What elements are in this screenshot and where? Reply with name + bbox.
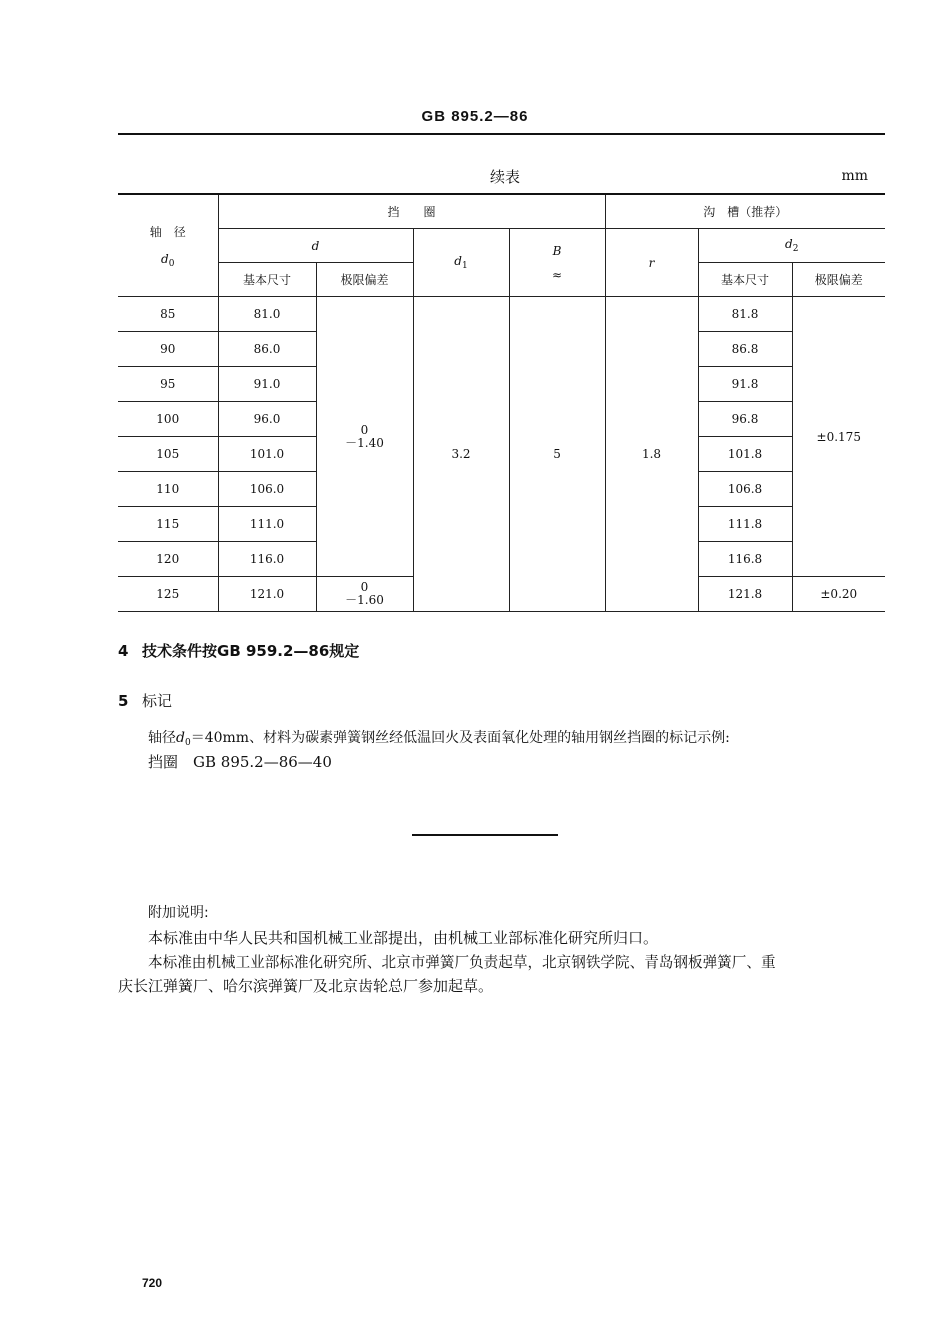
d2-tolerance-cell: ±0.20: [792, 577, 885, 612]
d1-cell: 3.2: [413, 297, 509, 612]
d-cell: 121.0: [218, 577, 316, 612]
shaft-diameter-header: 轴 径 $d_0$: [118, 194, 218, 297]
d2-header: $d_2$: [698, 229, 885, 263]
section-4-heading: 4 技术条件按GB 959.2—86规定: [118, 642, 360, 660]
d-header: d: [218, 229, 413, 263]
d0-cell: 125: [118, 577, 218, 612]
d0-cell: 95: [118, 367, 218, 402]
d-tolerance-header: 极限偏差: [316, 263, 413, 297]
table-unit: mm: [841, 168, 868, 184]
d-tolerance-cell: 0 －1.60: [316, 577, 413, 612]
header-rule: [118, 133, 885, 135]
d2-cell: 111.8: [698, 507, 792, 542]
retainer-group-header: 挡 圈: [218, 194, 605, 229]
d-cell: 86.0: [218, 332, 316, 367]
d-cell: 111.0: [218, 507, 316, 542]
dimension-table: [118, 193, 885, 612]
d2-cell: 106.8: [698, 472, 792, 507]
d-cell: 91.0: [218, 367, 316, 402]
d2-tolerance-cell: ±0.175: [792, 297, 885, 577]
d0-cell: 110: [118, 472, 218, 507]
d-cell: 101.0: [218, 437, 316, 472]
d0-cell: 85: [118, 297, 218, 332]
b-cell: 5: [509, 297, 605, 612]
d2-cell: 121.8: [698, 577, 792, 612]
d0-cell: 105: [118, 437, 218, 472]
b-header: B ≈: [509, 229, 605, 297]
d-cell: 106.0: [218, 472, 316, 507]
d-cell: 116.0: [218, 542, 316, 577]
d-tolerance-cell: 0 －1.40: [316, 297, 413, 577]
d0-cell: 115: [118, 507, 218, 542]
d1-header: $d_1$: [413, 229, 509, 297]
section-5-heading: 5 标记: [118, 692, 173, 710]
header-row: [118, 229, 885, 263]
page-number: 720: [142, 1276, 163, 1290]
table-row: [118, 297, 885, 332]
notes-paragraph-2-line1: 本标准由机械工业部标准化研究所、北京市弹簧厂负责起草，北京钢铁学院、青岛钢板弹簧厂、重: [148, 954, 776, 971]
header-row: [118, 194, 885, 229]
notes-paragraph-2-line2: 庆长江弹簧厂、哈尔滨弹簧厂及北京齿轮总厂参加起草。: [118, 977, 494, 995]
d2-cell: 116.8: [698, 542, 792, 577]
d2-cell: 86.8: [698, 332, 792, 367]
d2-tolerance-header: 极限偏差: [792, 263, 885, 297]
d2-cell: 81.8: [698, 297, 792, 332]
notes-title: 附加说明:: [148, 905, 209, 921]
d2-basic-size-header: 基本尺寸: [698, 263, 792, 297]
standard-number-header: GB 895.2—86: [421, 108, 529, 125]
marking-example-line2: 挡圈 GB 895.2—86—40: [148, 753, 332, 771]
d0-cell: 100: [118, 402, 218, 437]
groove-group-header: 沟 槽（推荐）: [605, 194, 885, 229]
d2-cell: 91.8: [698, 367, 792, 402]
notes-paragraph-1: 本标准由中华人民共和国机械工业部提出，由机械工业部标准化研究所归口。: [148, 929, 659, 947]
d2-cell: 101.8: [698, 437, 792, 472]
d0-cell: 90: [118, 332, 218, 367]
section-end-rule: [412, 834, 558, 836]
d0-cell: 120: [118, 542, 218, 577]
table-caption: 续表: [489, 168, 520, 186]
r-header: r: [605, 229, 698, 297]
d-cell: 81.0: [218, 297, 316, 332]
d2-cell: 96.8: [698, 402, 792, 437]
marking-example-line1: 轴径$d_0=40mm$、材料为碳素弹簧钢丝经低温回火及表面氧化处理的轴用钢丝挡圈的标记示例:: [148, 730, 730, 748]
d-cell: 96.0: [218, 402, 316, 437]
r-cell: 1.8: [605, 297, 698, 612]
d-basic-size-header: 基本尺寸: [218, 263, 316, 297]
